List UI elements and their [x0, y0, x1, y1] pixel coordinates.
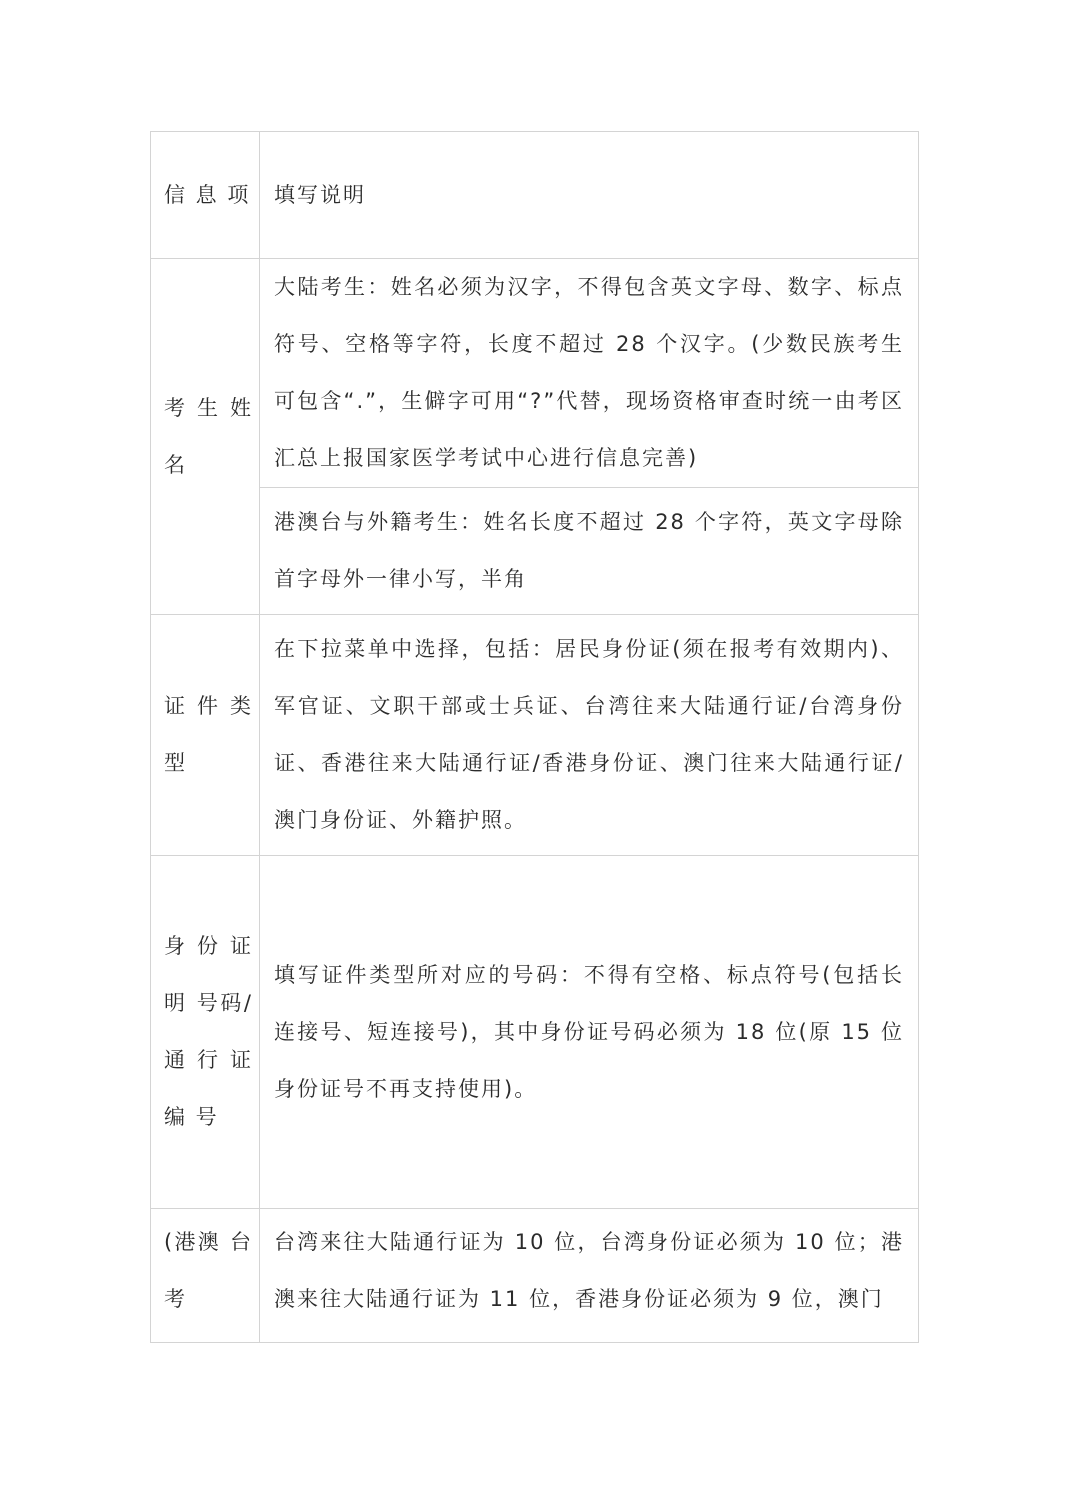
hkmt-label: (港澳 台 考: [164, 1230, 253, 1311]
table-row-hk-macao-taiwan: [151, 1209, 919, 1343]
candidate-name-mainland-cell: [260, 259, 919, 488]
table-row-document-type: [151, 615, 919, 856]
candidate-name-item-cell: [151, 259, 260, 615]
document-type-item-cell: [151, 615, 260, 856]
candidate-name-foreign-cell: [260, 488, 919, 615]
header-desc-cell: [260, 132, 919, 259]
header-desc-label: 填写说明: [274, 182, 366, 207]
hkmt-text: 台湾来往大陆通行证为 10 位，台湾身份证必须为 10 位；港澳来往大陆通行证为 11 位，香港身份证必须为 9 位，澳门: [274, 1230, 904, 1311]
id-number-text: 填写证件类型所对应的号码：不得有空格、标点符号(包括长连接号、短连接号)，其中身份证号码必须为 18 位(原 15 位身份证号不再支持使用)。: [274, 962, 904, 1101]
header-item-cell: [151, 132, 260, 259]
id-number-item-cell: [151, 856, 260, 1209]
document-type-desc-cell: [260, 615, 919, 856]
hkmt-item-cell: [151, 1209, 260, 1343]
document-type-text: 在下拉菜单中选择，包括：居民身份证(须在报考有效期内)、军官证、文职干部或士兵证、台湾往来大陆通行证/台湾身份证、香港往来大陆通行证/香港身份证、澳门往来大陆通行证/澳门身份证、外籍护照。: [274, 637, 904, 832]
registration-info-table: [150, 131, 919, 1343]
table-row-id-number: [151, 856, 919, 1209]
candidate-name-label: 考 生 姓名: [164, 395, 253, 477]
header-item-label: 信 息 项: [164, 182, 251, 207]
id-number-desc-cell: [260, 856, 919, 1209]
hkmt-desc-cell: [260, 1209, 919, 1343]
candidate-name-mainland-text: 大陆考生：姓名必须为汉字，不得包含英文字母、数字、标点符号、空格等字符，长度不超过 28 个汉字。(少数民族考生可包含“.”，生僻字可用“?”代替，现场资格审查时统一由考区汇总上报国家医学考试中心进行信息完善): [274, 275, 904, 470]
table-header-row: [151, 132, 919, 259]
table-row-candidate-name: [151, 259, 919, 488]
id-number-label: 身 份 证 明 号码/ 通 行 证 编 号: [164, 934, 253, 1129]
document-type-label: 证 件 类型: [164, 694, 253, 775]
candidate-name-foreign-text: 港澳台与外籍考生：姓名长度不超过 28 个字符，英文字母除首字母外一律小写，半角: [274, 510, 904, 591]
table-row-candidate-name-foreign: [151, 488, 919, 615]
